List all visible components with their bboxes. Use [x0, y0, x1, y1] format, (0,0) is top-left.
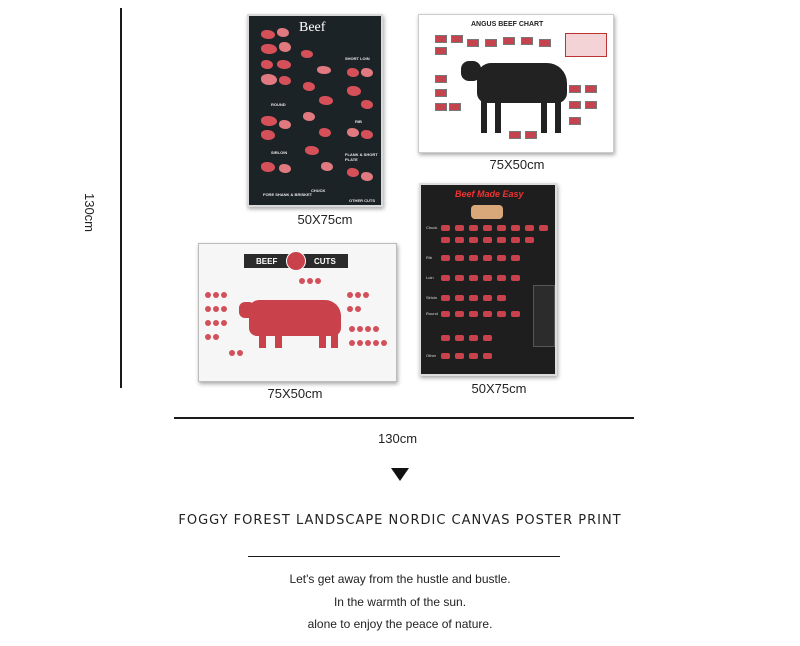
beef-poster: [247, 14, 383, 207]
banner-right: CUTS: [314, 257, 336, 266]
height-dimension-line: [120, 8, 122, 388]
row-loin: Loin: [426, 275, 434, 280]
label-short-loin: SHORT LOIN: [345, 56, 370, 61]
description-line-2: In the warmth of the sun.: [333, 595, 467, 609]
beef-cuts-poster-size: 75X50cm: [267, 386, 323, 401]
beef-made-easy-poster: [419, 183, 557, 376]
down-arrow-icon: [391, 468, 409, 481]
label-other-cuts: OTHER CUTS: [349, 198, 375, 203]
angus-poster-title: ANGUS BEEF CHART: [471, 21, 544, 28]
beef-poster-title: Beef: [299, 20, 326, 35]
angus-poster-size: 75X50cm: [489, 157, 545, 172]
height-dimension-label: 130cm: [82, 192, 98, 233]
banner-left: BEEF: [256, 257, 278, 266]
row-sirloin: Sirloin: [426, 295, 438, 300]
label-rib: RIB: [355, 119, 362, 124]
width-dimension-line: [174, 417, 634, 419]
red-cow-diagram: [249, 300, 341, 336]
row-other: Other: [426, 353, 437, 358]
width-dimension-label: 130cm: [378, 431, 418, 446]
description-line-3: alone to enjoy the peace of nature.: [307, 617, 493, 631]
description-line-1: Let's get away from the hustle and bustle.: [289, 572, 511, 586]
beef-cuts-banner: [244, 254, 348, 268]
row-rib: Rib: [426, 255, 433, 260]
title-divider: [248, 556, 560, 557]
label-sirloin: SIRLOIN: [271, 150, 288, 155]
beef-cuts-poster: [198, 243, 397, 382]
beef-made-easy-poster-size: 50X75cm: [471, 381, 527, 396]
angus-beef-chart-poster: [418, 14, 614, 153]
row-chuck: Chuck: [426, 225, 438, 230]
product-title: FOGGY FOREST LANDSCAPE NORDIC CANVAS POSTER PRINT: [178, 513, 622, 528]
label-chuck: CHUCK: [311, 188, 326, 193]
cow-silhouette: [477, 63, 567, 103]
label-fore-shank: FORE SHANK & BRISKET: [263, 192, 313, 197]
beef-made-easy-title: Beef Made Easy: [455, 189, 524, 199]
label-round: ROUND: [271, 102, 286, 107]
row-round: Round: [426, 311, 438, 316]
beef-poster-size: 50X75cm: [297, 212, 353, 227]
label-flank: FLANK & SHORT PLATE: [345, 152, 378, 162]
